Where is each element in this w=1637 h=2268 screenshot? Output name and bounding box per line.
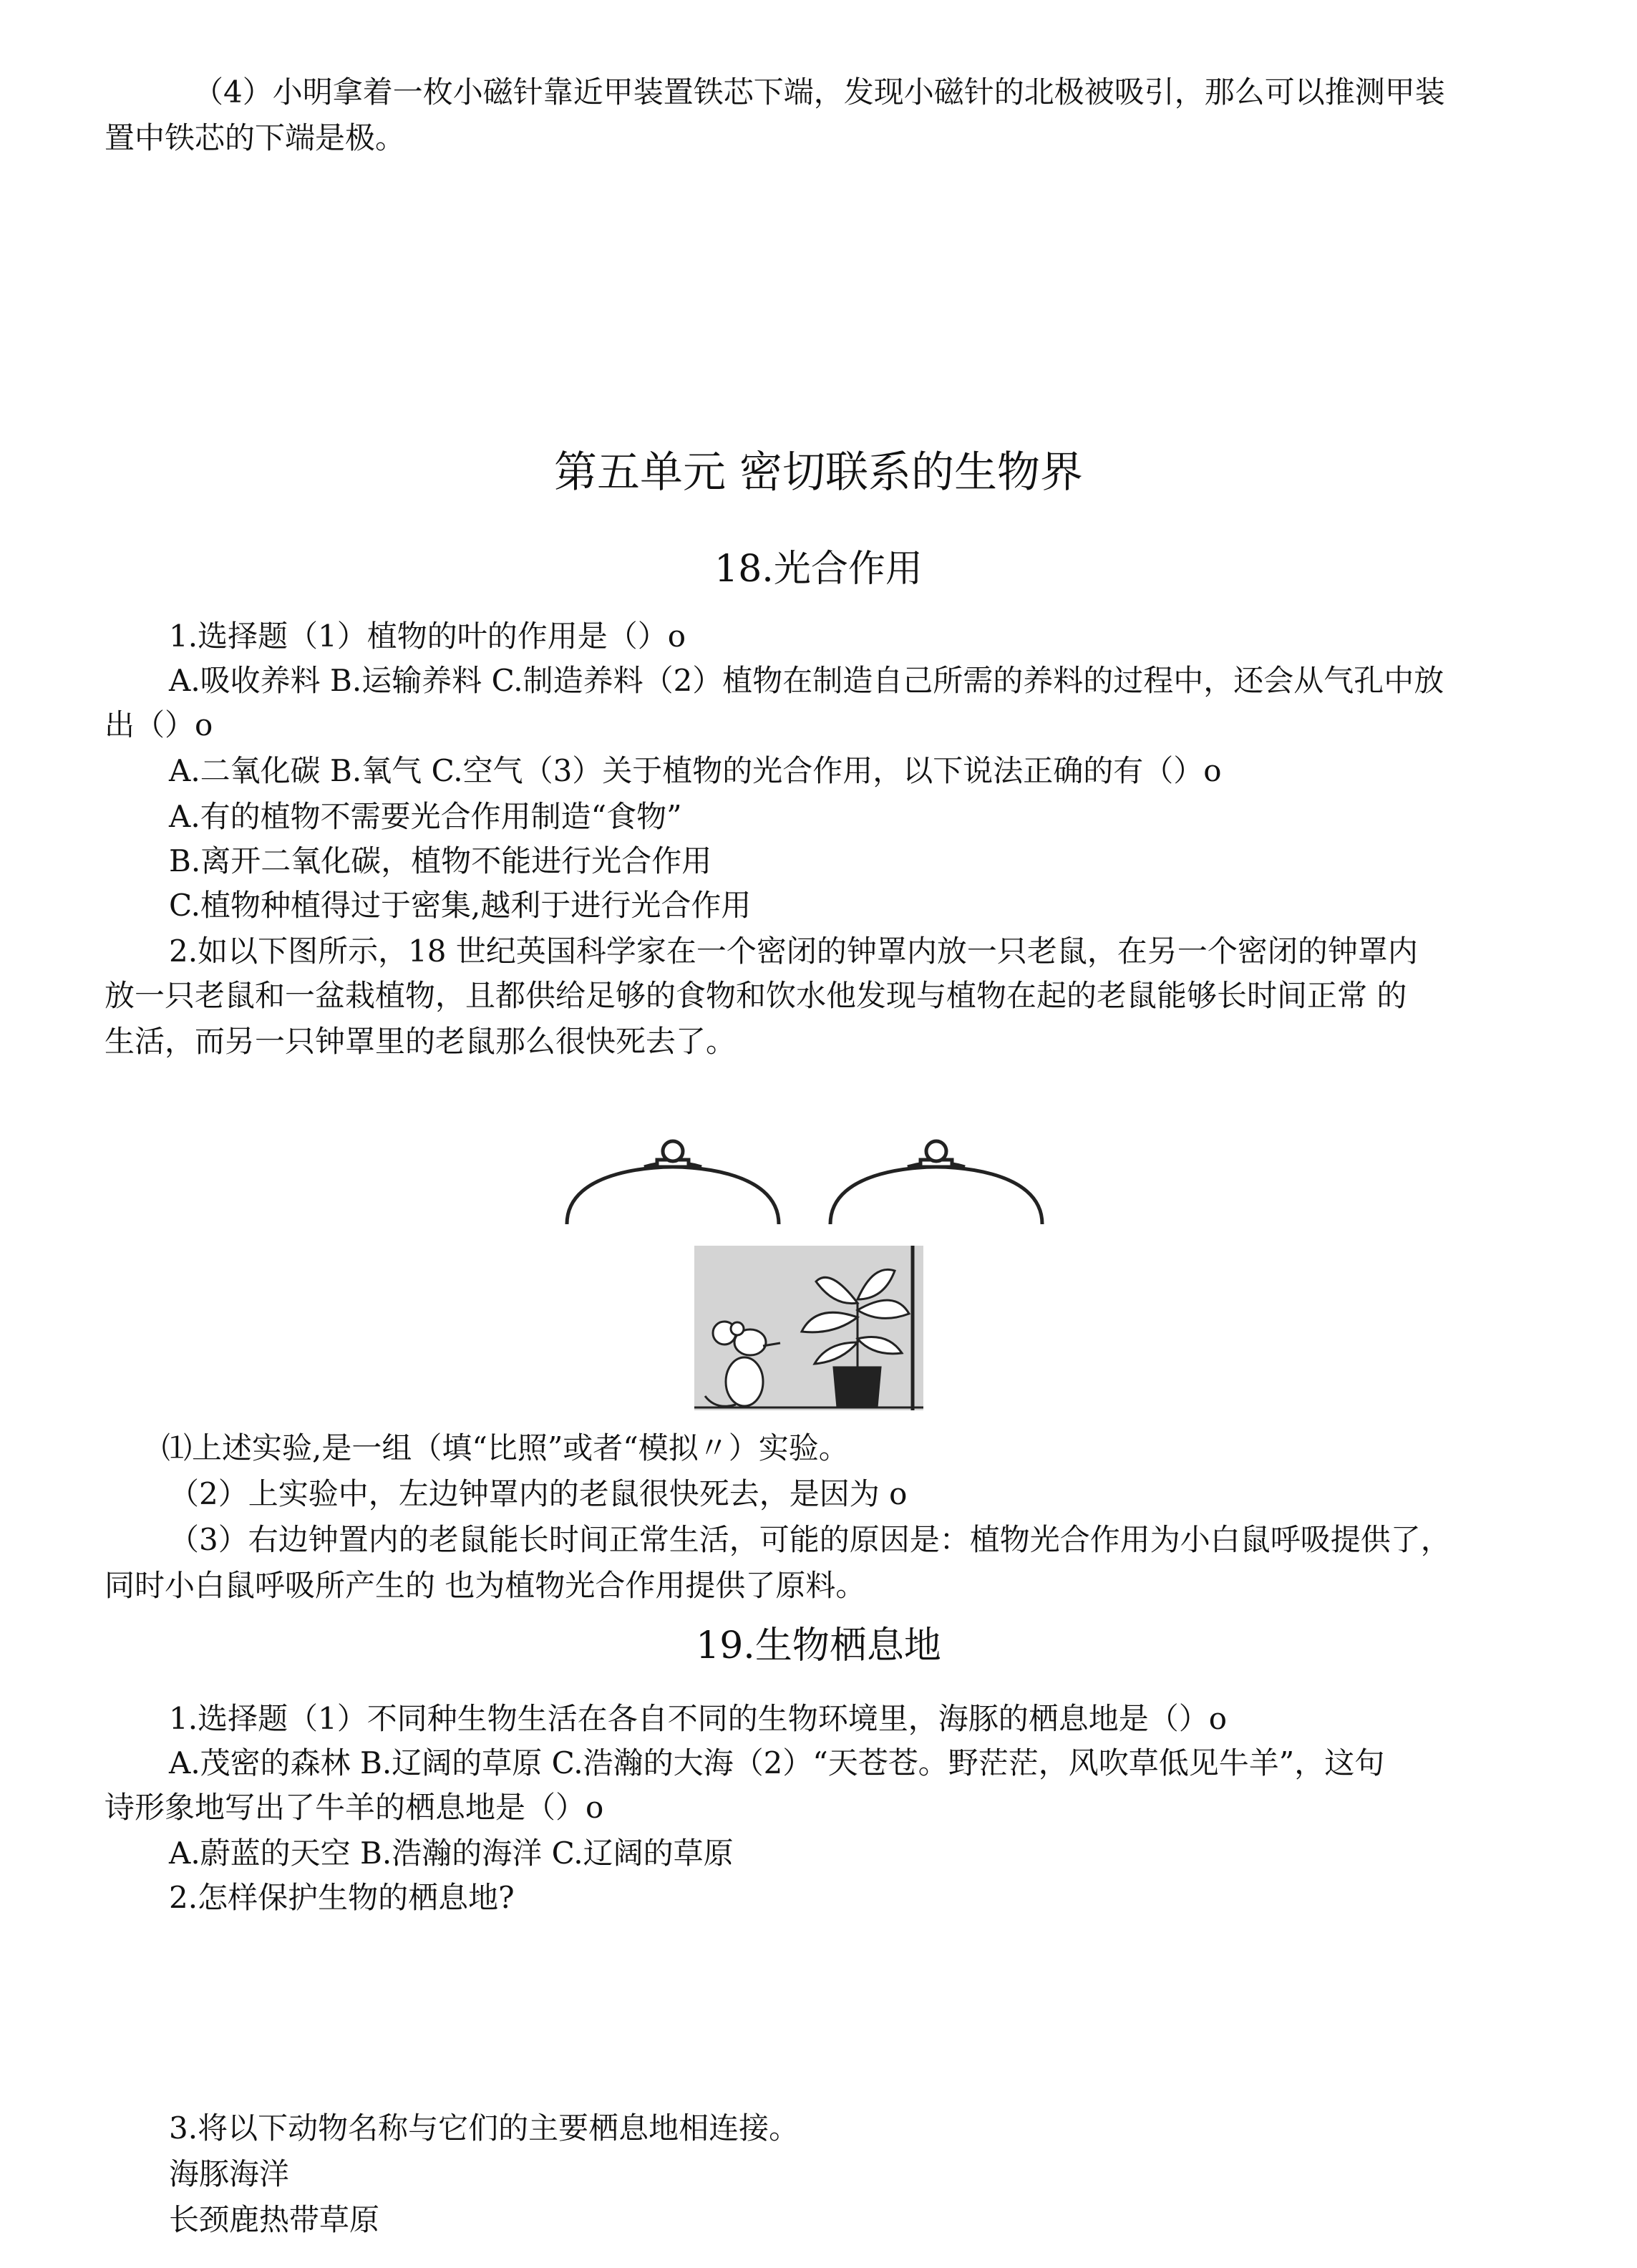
s18-q2-line3: 生活，而另一只钟罩里的老鼠那么很快死去了。	[105, 1024, 737, 1059]
s19-q1-line3: 诗形象地写出了牛羊的栖息地是（）o	[105, 1790, 604, 1825]
right-bell-jar	[830, 1141, 1042, 1224]
s19-q2: 2.怎样保护生物的栖息地?	[169, 1880, 515, 1915]
section-18-title: 18.光合作用	[714, 548, 923, 591]
s19-pair-2: 长颈鹿热带草原	[169, 2202, 380, 2237]
s19-q1-head: 1.选择题（1）不同种生物生活在各自不同的生物环境里，海豚的栖息地是（）o	[169, 1701, 1228, 1736]
s18-opt-b: B.离开二氧化碳，植物不能进行光合作用	[169, 843, 712, 878]
s18-q1-head: 1.选择题（1）植物的叶的作用是（）o	[169, 619, 686, 654]
s18-q1-line3: 出（）o	[105, 707, 213, 742]
bell-jar-figure	[558, 1138, 1074, 1425]
s18-sub3-line1: （3）右边钟置内的老鼠能长时间正常生活，可能的原因是：植物光合作用为小白鼠呼吸提供了，	[169, 1522, 1451, 1557]
s18-q1-line2: A.吸收养料 B.运输养料 C.制造养料（2）植物在制造自己所需的养料的过程中，还会从气孔中放	[169, 663, 1444, 698]
s19-pair-1: 海豚海洋	[169, 2156, 290, 2191]
s19-q1-line4: A.蔚蓝的天空 B.浩瀚的海洋 C.辽阔的草原	[169, 1836, 734, 1871]
prev-q4-line2: 置中铁芯的下端是极。	[105, 120, 406, 155]
s18-sub3-line2: 同时小白鼠呼吸所产生的 也为植物光合作用提供了原料。	[105, 1568, 866, 1603]
section-19-title: 19.生物栖息地	[696, 1624, 941, 1667]
left-bell-jar	[567, 1141, 779, 1224]
s18-q2-line1: 2.如以下图所示，18 世纪英国科学家在一个密闭的钟罩内放一只老鼠，在另一个密闭的钟罩内	[169, 934, 1418, 969]
unit-title: 第五单元 密切联系的生物界	[553, 447, 1084, 498]
s18-opt-c: C.植物种植得过于密集,越利于进行光合作用	[169, 888, 752, 923]
prev-q4-line1: （4）小明拿着一枚小磁针靠近甲装置铁芯下端，发现小磁针的北极被吸引，那么可以推测甲装	[193, 74, 1445, 110]
s18-opt-a: A.有的植物不需要光合作用制造“食物”	[169, 799, 682, 834]
s18-q2-line2: 放一只老鼠和一盆栽植物，且都供给足够的食物和饮水他发现与植物在起的老鼠能够长时间正常 的	[105, 978, 1407, 1013]
mouse-plant-panel	[694, 1246, 923, 1410]
s19-q3: 3.将以下动物名称与它们的主要栖息地相连接。	[169, 2110, 800, 2146]
s19-q1-line2: A.茂密的森林 B.辽阔的草原 C.浩瀚的大海（2）“天苍苍。野茫茫，风吹草低见牛羊”，这句	[169, 1745, 1385, 1780]
s18-sub1: ⑴上述实验,是一组（填“比照”或者“模拟〃）实验。	[162, 1430, 849, 1465]
s18-sub2: （2）上实验中，左边钟罩内的老鼠很快死去，是因为 o	[169, 1476, 908, 1511]
s18-q1-line4: A.二氧化碳 B.氧气 C.空气（3）关于植物的光合作用，以下说法正确的有（）o	[169, 753, 1222, 788]
